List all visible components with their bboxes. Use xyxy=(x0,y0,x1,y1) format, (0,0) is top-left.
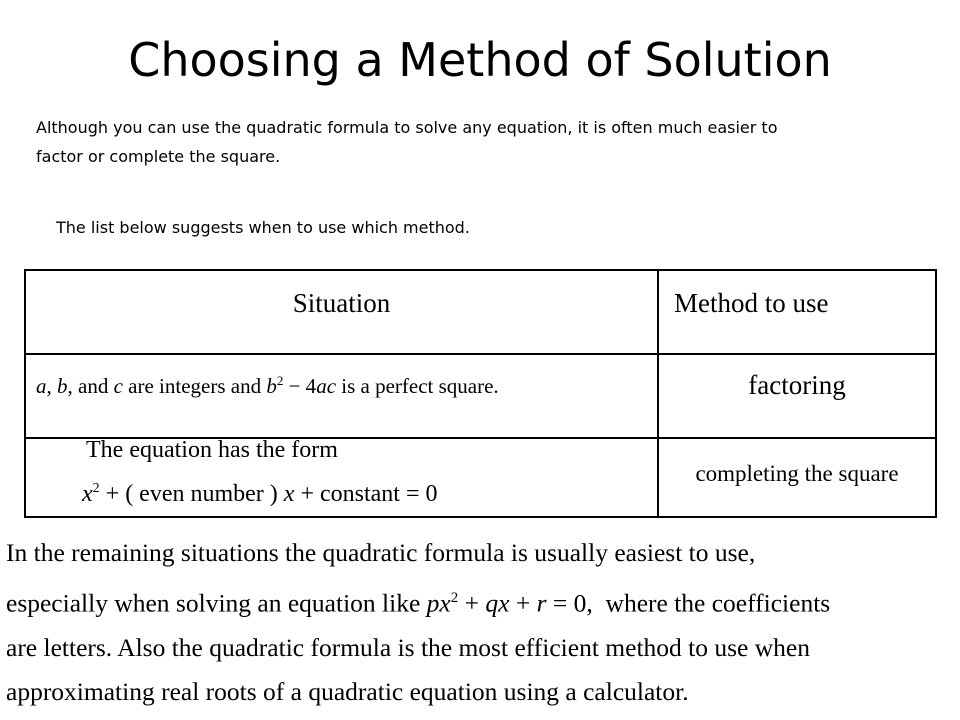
row-divider xyxy=(26,353,935,355)
sep: , xyxy=(46,374,57,398)
var-x: x xyxy=(283,481,295,507)
text: + xyxy=(509,588,537,617)
sep: , and xyxy=(67,374,114,398)
intro-line-2: factor or complete the square. xyxy=(36,147,281,166)
row-2-situation-equation xyxy=(82,481,438,508)
text: + constant = 0 xyxy=(294,481,438,507)
exponent: 2 xyxy=(276,373,284,388)
intro-line-1: Although you can use the quadratic formula to solve any equation, it is often much easier to xyxy=(36,118,778,137)
text: where the coefficients xyxy=(592,588,831,617)
var-b: b xyxy=(57,374,68,398)
para-line-1: In the remaining situations the quadratic formula is usually easiest to use, xyxy=(6,538,756,567)
var-c: c xyxy=(113,374,123,398)
var-b: b xyxy=(266,374,277,398)
header-method: Method to use xyxy=(674,288,829,318)
row-2-situation-line-1: The equation has the form xyxy=(86,437,338,463)
var-ac: ac xyxy=(316,374,337,398)
row-2-method: completing the square xyxy=(695,461,899,486)
row-1-situation xyxy=(36,373,499,399)
method-table xyxy=(24,269,937,518)
intro-text xyxy=(36,113,916,171)
text: = 0, xyxy=(546,588,593,617)
note-text: The list below suggests when to use which method. xyxy=(56,218,470,237)
text: especially when solving an equation like xyxy=(6,588,427,617)
para-line-3: are letters. Also the quadratic formula is the most efficient method to use when xyxy=(6,632,810,662)
text: + xyxy=(458,588,486,617)
text: are integers and xyxy=(122,374,267,398)
page-title: Choosing a Method of Solution xyxy=(128,33,832,87)
para-line-2 xyxy=(6,576,956,626)
para-line-4: approximating real roots of a quadratic equation using a calculator. xyxy=(6,677,689,706)
var-a: a xyxy=(36,374,47,398)
var-r: r xyxy=(536,588,547,617)
exponent: 2 xyxy=(92,481,100,496)
var-x: x xyxy=(82,481,93,507)
text: − 4 xyxy=(283,374,317,398)
var-px: px xyxy=(426,588,451,617)
exponent: 2 xyxy=(450,589,459,606)
text: is a perfect square. xyxy=(336,374,499,398)
closing-paragraph xyxy=(6,531,956,715)
var-qx: qx xyxy=(485,588,510,617)
header-situation: Situation xyxy=(292,288,391,318)
row-1-method: factoring xyxy=(748,370,846,400)
text: + ( even number ) xyxy=(99,481,284,507)
